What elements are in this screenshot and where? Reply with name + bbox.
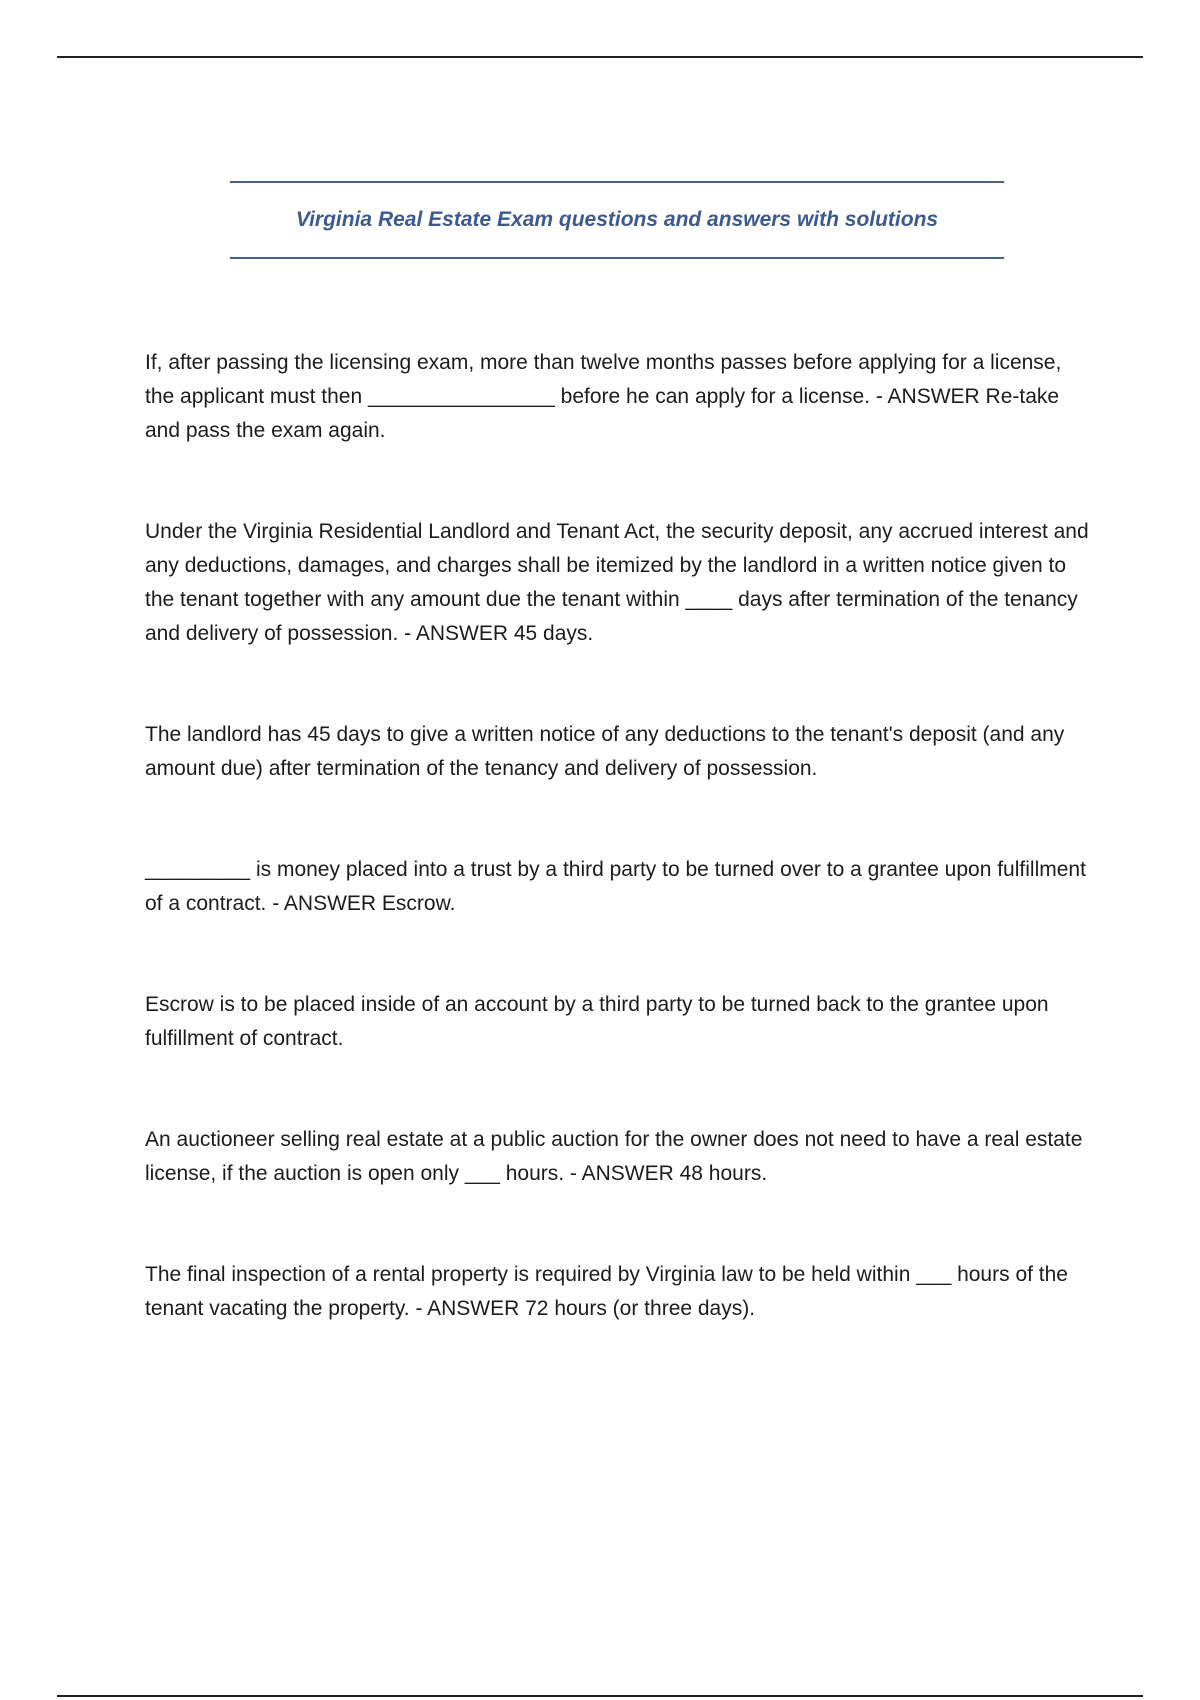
document-title: Virginia Real Estate Exam questions and answers with solutions [295,208,939,231]
title-bottom-rule [230,257,1004,259]
qa-item-5: Escrow is to be placed inside of an account by a third party to be turned back to the grantee upon fulfillment of contract. [145,993,1055,1050]
qa-item-4: _________ is money placed into a trust by a third party to be turned over to a grantee upon fulfillment of a contract. - ANSWER Escrow. [145,858,1092,915]
qa-item-2: Under the Virginia Residential Landlord and Tenant Act, the security deposit, any accrued interest and any deductions, damages, and charges shall be itemized by the landlord in a written notice given to the tenant together with any amount due the tenant within ____ days after termination of the tenancy and delivery of possession. - ANSWER 45 days. [145,520,1095,645]
qa-item-3: The landlord has 45 days to give a written notice of any deductions to the tenant's deposit (and any amount due) after termination of the tenancy and delivery of possession. [145,723,1071,780]
title-block [230,181,1004,259]
qa-item-6: An auctioneer selling real estate at a public auction for the owner does not need to have a real estate license, if the auction is open only ___ hours. - ANSWER 48 hours. [145,1128,1089,1185]
qa-list [145,346,1095,1393]
qa-item-1: If, after passing the licensing exam, more than twelve months passes before applying for a license, the applicant must then ________________ before he can apply for a license. - ANSWER Re-take and pass the exam again. [145,351,1068,442]
page-top-rule [57,56,1143,58]
page-bottom-rule [57,1695,1143,1697]
qa-item-7: The final inspection of a rental property is required by Virginia law to be held within ___ hours of the tenant vacating the property. - ANSWER 72 hours (or three days). [145,1263,1074,1320]
